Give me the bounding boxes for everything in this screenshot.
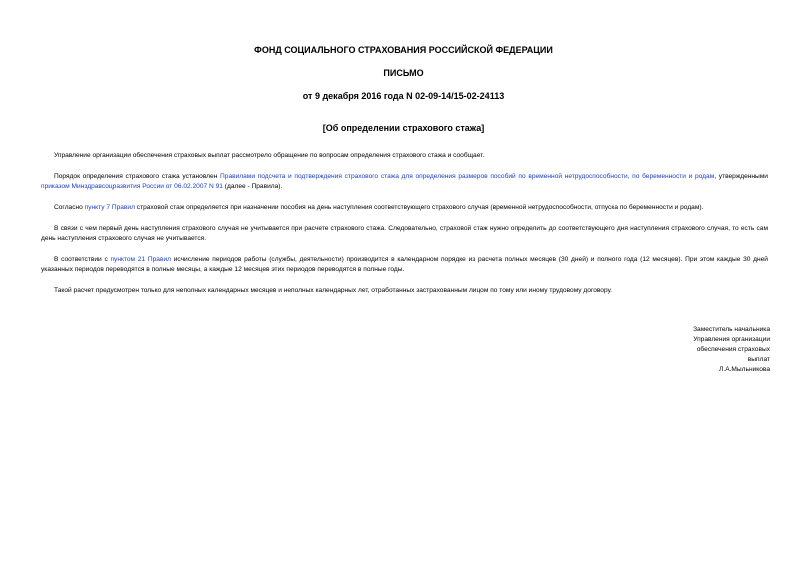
paragraph-2-text-3: (далее - Правила). — [222, 183, 283, 190]
signature-line-2: Управления организации — [693, 336, 770, 343]
order-link[interactable]: приказом Минздравсоцразвития России от 06.02.2007 N 91 — [41, 183, 223, 190]
rules-point-21-link[interactable]: пунктом 21 Правил — [110, 256, 171, 263]
document-type-heading: ПИСЬМО — [383, 68, 424, 78]
signature-block — [650, 325, 770, 375]
paragraph-2-text-1: Порядок определения страхового стажа установлен — [54, 173, 221, 180]
paragraph-3-text-2: страховой стаж определяется при назначении пособия на день наступления соответствующего страхового случая (временной нетрудоспособности, отпуска по беременности и родам). — [134, 204, 704, 211]
paragraph-6: Такой расчет предусмотрен только для неполных календарных месяцев и неполных календарных лет, отработанных застрахованным лицом по тому или иному трудовому договору. — [54, 287, 613, 294]
paragraph-3-text-1: Согласно — [54, 204, 85, 211]
signature-line-1: Заместитель начальника — [693, 326, 770, 333]
signature-line-3: обеспечения страховых — [696, 346, 770, 353]
signature-name: Л.А.Мыльникова — [719, 366, 770, 373]
document-date-number: от 9 декабря 2016 года N 02-09-14/15-02-24113 — [302, 91, 505, 101]
paragraph-2 — [41, 172, 768, 192]
paragraph-5 — [41, 255, 768, 275]
document-subject: [Об определении страхового стажа] — [322, 123, 485, 133]
signature-line-4: выплат — [747, 356, 770, 363]
rules-link[interactable]: Правилами подсчета и подтверждения страхового стажа для определения размеров пособий по временной нетрудоспособности, по беременности и родам — [220, 173, 715, 180]
organization-heading: ФОНД СОЦИАЛЬНОГО СТРАХОВАНИЯ РОССИЙСКОЙ ФЕДЕРАЦИИ — [254, 45, 553, 55]
paragraph-4: В связи с чем первый день наступления страхового случая не учитывается при расчете страхового стажа. Следовательно, страховой стаж нужно определить до соответствующего дня наступления страхового случая, то есть сам день наступления страхового случая не учитывается. — [41, 225, 768, 242]
rules-point-7-link[interactable]: пункту 7 Правил — [84, 204, 135, 211]
paragraph-1: Управление организации обеспечения страховых выплат рассмотрело обращение по вопросам определения страхового стажа и сообщает. — [54, 152, 485, 159]
paragraph-2-text-2: , утвержденными — [714, 173, 768, 180]
paragraph-3 — [41, 203, 768, 213]
paragraph-5-text-1: В соответствии с — [54, 256, 111, 263]
paragraph-5-text-2: исчисление периодов работы (службы, деятельности) производится в календарном порядке из расчета полных месяцев (30 дней) и полного года (12 месяцев). При этом каждые 30 дней указанных периодов переводятся в полные месяцы, а каждые 12 месяцев этих периодов переводятся в полные годы. — [41, 256, 768, 273]
